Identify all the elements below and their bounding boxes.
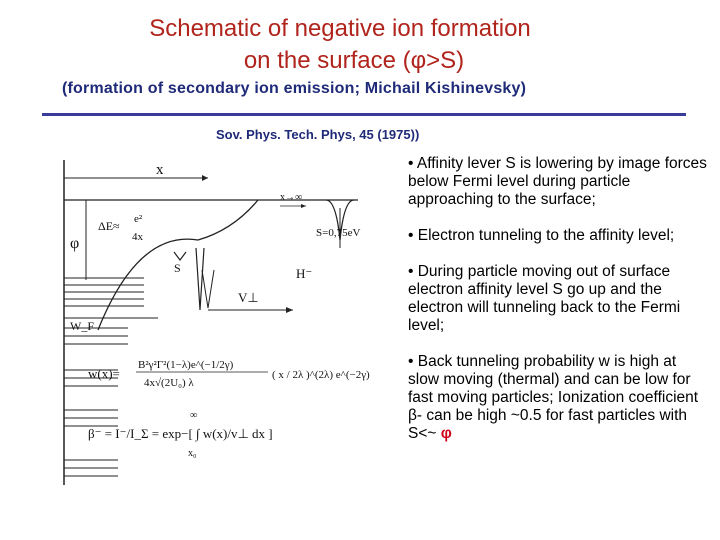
delta-e-label: ΔE≈ [98, 219, 120, 233]
svg-text:∞: ∞ [190, 410, 198, 421]
bullet-affinity-lowering: • Affinity lever S is lowering by image forces below Fermi level during particle approaching to the surface; [408, 155, 707, 208]
slide-title-line1: Schematic of negative ion formation [149, 15, 531, 42]
slide-title-line2: on the surface (φ>S) [243, 47, 465, 74]
bullet-probability-text: • Back tunneling probability w is high at slow moving (thermal) and can be low for fast moving particles; Ionization coefficient β- can be high ~0.5 for fast particles with S<~ [408, 353, 699, 442]
potential-well-near [196, 248, 204, 310]
ionization-coefficient-equation [88, 410, 273, 459]
e-squared-label: e² [134, 213, 143, 225]
x-infinity-label: x→∞ [280, 192, 303, 203]
energy-diagram [58, 160, 388, 500]
phi-highlight: φ [440, 425, 452, 442]
svg-text:x₀: x₀ [188, 448, 197, 459]
explanation-bullets [408, 155, 708, 461]
svg-text:w(x)=: w(x)= [88, 366, 120, 381]
phi-label: φ [70, 235, 80, 252]
svg-text:( x / 2λ )^(2λ) e^(−2γ): ( x / 2λ )^(2λ) e^(−2γ) [272, 369, 370, 381]
svg-text:4x√(2U₀) λ: 4x√(2U₀) λ [144, 377, 194, 389]
slide-subtitle: (formation of secondary ion emission; Michail Kishinevsky) [62, 80, 527, 97]
four-x-label: 4x [132, 231, 143, 243]
bullet-tunneling-back: • During particle moving out of surface electron affinity level S go up and the electron will tunneling back to the Fermi level; [408, 263, 681, 334]
svg-text:B²γ²Γ²(1−λ)e^(−1/2γ): B²γ²Γ²(1−λ)e^(−1/2γ) [138, 359, 234, 371]
title-divider [42, 113, 686, 116]
svg-text:β⁻ = I⁻/I_Σ = exp−[ ∫ w(x)/v⊥: β⁻ = I⁻/I_Σ = exp−[ ∫ w(x)/v⊥ dx ] [88, 426, 273, 441]
v-perp-label: V⊥ [238, 290, 259, 305]
tunneling-probability-equation [88, 359, 370, 389]
s-label: S [174, 261, 181, 275]
x-label: x [156, 162, 164, 178]
bullet-electron-tunneling: • Electron tunneling to the affinity level; [408, 227, 675, 244]
bullet-probability [408, 353, 708, 443]
s-value-label: S=0,75eV [316, 227, 361, 239]
reference-citation: Sov. Phys. Tech. Phys, 45 (1975)) [216, 127, 420, 142]
wf-label: W_F [70, 319, 94, 333]
h-minus-label: H⁻ [296, 266, 313, 281]
